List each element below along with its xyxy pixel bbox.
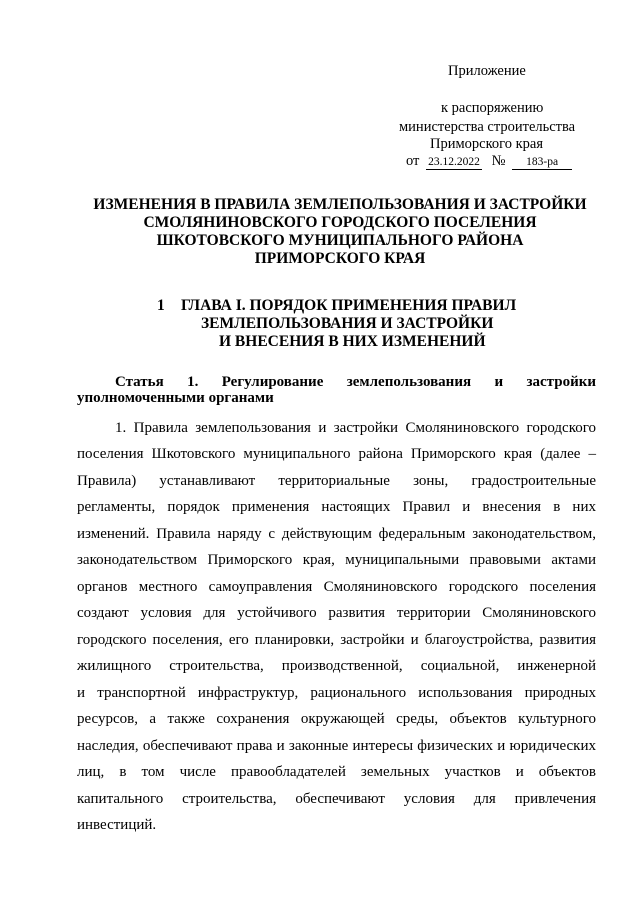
paragraph-line: городского поселения, его планировки, застройки и благоустройства, развития xyxy=(77,632,596,648)
paragraph-line: регламенты, порядок применения настоящих Правил и внесения в них xyxy=(77,499,596,515)
paragraph-line: лиц, в том числе правообладателей земельных участков и объектов xyxy=(77,764,596,780)
appendix-to-order: к распоряжению xyxy=(441,100,544,116)
chapter-title-line: ГЛАВА I. ПОРЯДОК ПРИМЕНЕНИЯ ПРАВИЛ xyxy=(181,297,517,314)
order-date: 23.12.2022 xyxy=(426,155,482,170)
number-prefix: № xyxy=(491,153,506,169)
paragraph-line: наследия, обеспечивают права и законные интересы физических и юридических xyxy=(77,738,596,754)
chapter-number: 1 xyxy=(157,297,165,314)
main-title xyxy=(60,196,620,268)
paragraph-line: поселения Шкотовского муниципального района Приморского края (далее – xyxy=(77,446,596,462)
main-title-line: ШКОТОВСКОГО МУНИЦИПАЛЬНОГО РАЙОНА xyxy=(156,232,524,249)
appendix-region: Приморского края xyxy=(430,136,544,152)
main-title-line: ИЗМЕНЕНИЯ В ПРАВИЛА ЗЕМЛЕПОЛЬЗОВАНИЯ И ЗАСТРОЙКИ xyxy=(93,196,587,213)
paragraph-line: капитального строительства, обеспечивают условия для привлечения xyxy=(77,791,596,807)
paragraph-line: Правила) устанавливают территориальные зоны, градостроительные xyxy=(77,473,596,489)
paragraph-line: 1. Правила землепользования и застройки Смоляниновского городского xyxy=(115,420,596,436)
article-heading xyxy=(77,374,596,406)
appendix-date-row xyxy=(406,153,572,170)
article-word: 1. xyxy=(187,374,199,390)
date-prefix: от xyxy=(406,153,420,169)
appendix-title: Приложение xyxy=(448,63,526,79)
paragraph-line: создают условия для устойчивого развития территории Смоляниновского xyxy=(77,605,596,621)
chapter-title-line: И ВНЕСЕНИЯ В НИХ ИЗМЕНЕНИЙ xyxy=(219,333,486,350)
chapter-title-line: ЗЕМЛЕПОЛЬЗОВАНИЯ И ЗАСТРОЙКИ xyxy=(201,315,494,332)
main-title-line: ПРИМОРСКОГО КРАЯ xyxy=(254,250,426,267)
article-word: Регулирование xyxy=(221,374,324,390)
article-heading-line xyxy=(77,374,596,390)
paragraph-line: инвестиций. xyxy=(77,817,157,833)
paragraph-line: и транспортной инфраструктур, рационального использования природных xyxy=(77,685,596,701)
paragraph-line: органов местного самоуправления Смоляниновского городского поселения xyxy=(77,579,596,595)
main-title-line: СМОЛЯНИНОВСКОГО ГОРОДСКОГО ПОСЕЛЕНИЯ xyxy=(143,214,537,231)
article-heading-line: уполномоченными органами xyxy=(77,390,274,406)
article-word: и xyxy=(494,374,504,390)
appendix-ministry: министерства строительства xyxy=(399,119,576,135)
paragraph-line: изменений. Правила наряду с действующим федеральным законодательством, xyxy=(77,526,596,542)
paragraph-line: ресурсов, а также сохранения окружающей среды, объектов культурного xyxy=(77,711,596,727)
article-word: застройки xyxy=(526,374,596,390)
article-word: землепользования xyxy=(346,374,472,390)
order-number: 183-ра xyxy=(512,155,572,170)
paragraph-line: законодательством Приморского края, муниципальными правовыми актами xyxy=(77,552,596,568)
article-word: Статья xyxy=(115,374,164,390)
paragraph-line: жилищного строительства, производственной, социальной, инженерной xyxy=(77,658,596,674)
